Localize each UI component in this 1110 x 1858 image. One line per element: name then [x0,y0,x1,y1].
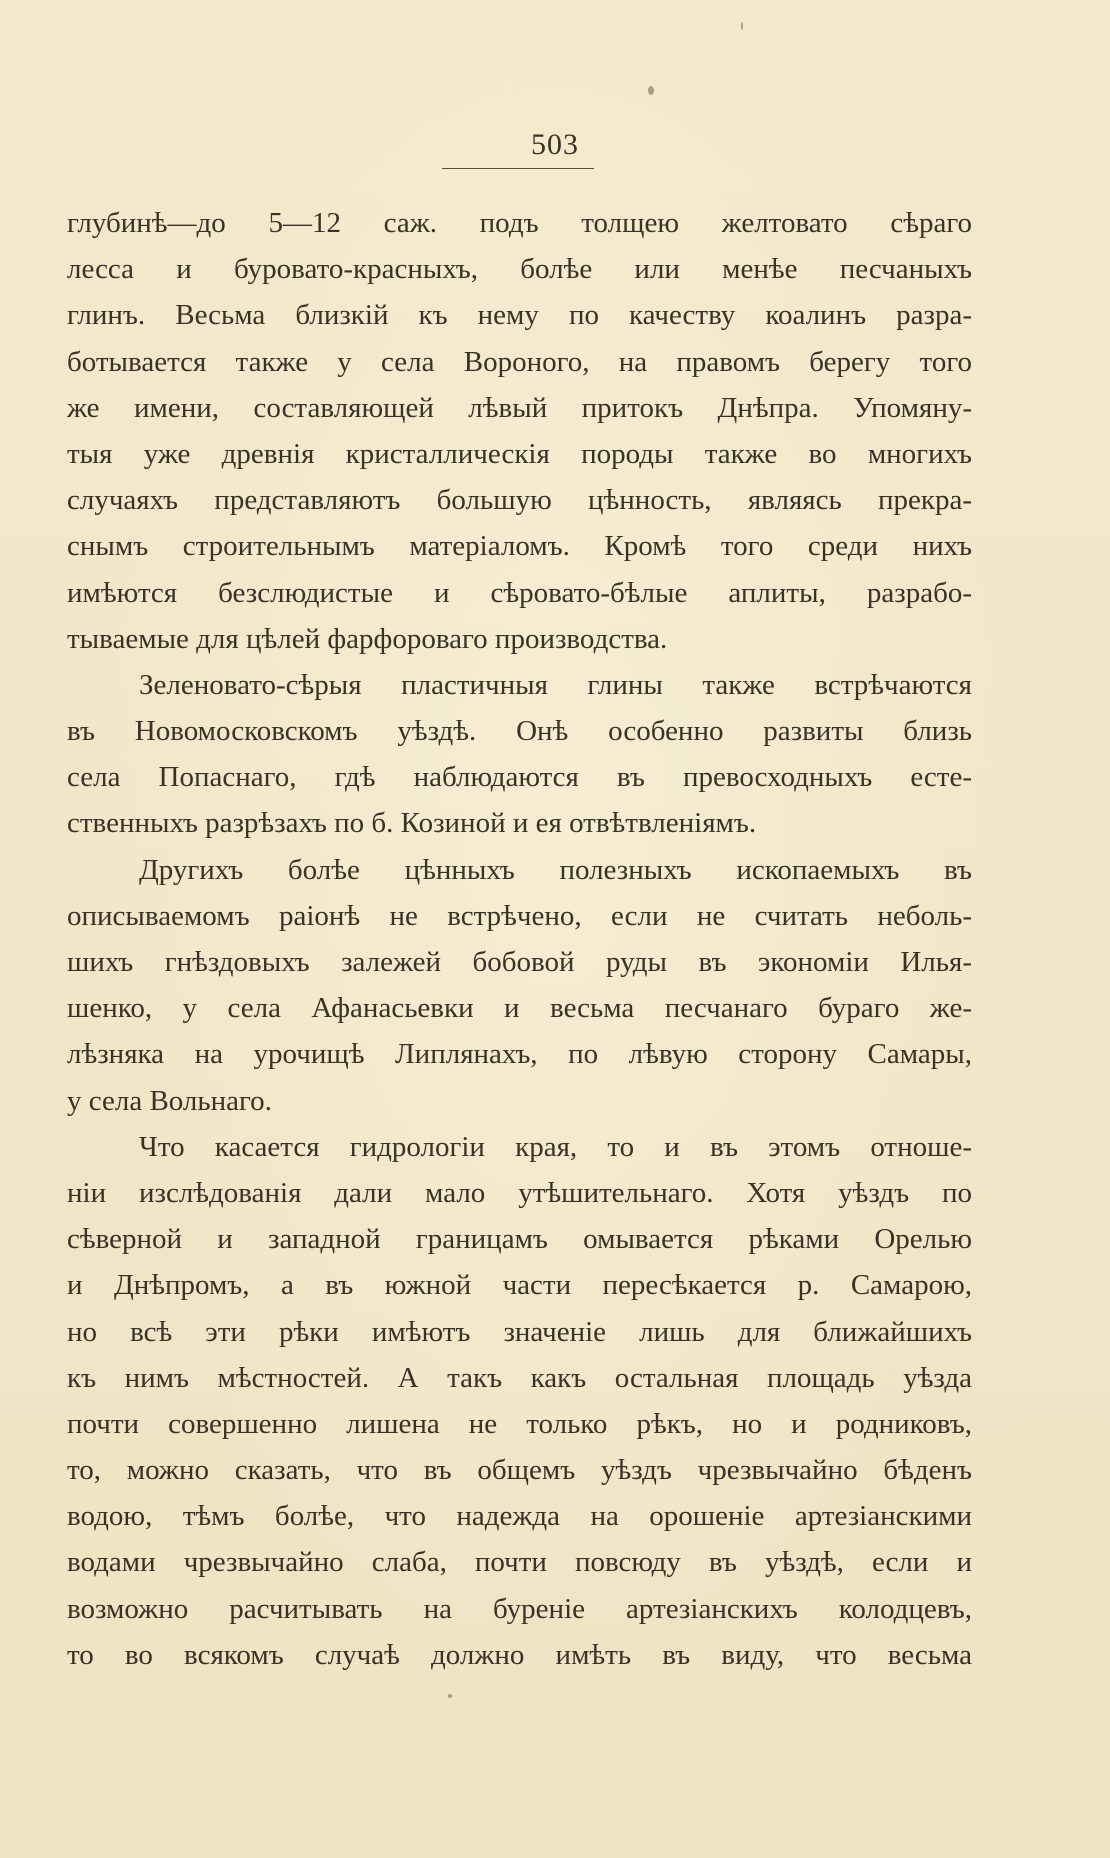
text-line: почти совершенно лишена не только рѣкъ, но и родниковъ, [67,1407,972,1440]
text-line: села Попаснаго, гдѣ наблюдаются въ превосходныхъ есте- [67,761,972,794]
body-text [67,200,972,1678]
paragraph-first-line: Что касается гидрологіи края, то и въ этомъ отноше- [139,1130,972,1163]
text-line: шенко, у села Афанасьевки и весьма песчанаго бураго же- [67,992,972,1025]
text-line: у села Вольнаго. [67,1084,272,1117]
text-line: снымъ строительнымъ матеріаломъ. Кромѣ того среди нихъ [67,530,972,563]
text-line: возможно расчитывать на буреніе артезіанскихъ колодцевъ, [67,1592,972,1625]
text-line: водами чрезвычайно слаба, почти повсюду въ уѣздѣ, если и [67,1546,972,1579]
page-number: 503 [531,128,579,161]
text-line: тыя уже древнія кристаллическія породы также во многихъ [67,437,972,470]
text-line: имѣются безслюдистые и сѣровато-бѣлые аплиты, разрабо- [67,576,972,609]
text-line: но всѣ эти рѣки имѣютъ значеніе лишь для ближайшихъ [67,1315,972,1348]
text-line: глубинѣ—до 5—12 саж. подъ толщею желтовато сѣраго [67,207,972,239]
paper-speck [448,1694,452,1698]
text-line: описываемомъ раіонѣ не встрѣчено, если не считать неболь- [67,899,972,932]
text-line: ніи изслѣдованія дали мало утѣшительнаго. Хотя уѣздъ по [67,1176,972,1209]
paragraph-first-line: Другихъ болѣе цѣнныхъ полезныхъ ископаемыхъ въ [139,853,972,886]
text-line: ботывается также у села Вороного, на правомъ берегу того [67,345,972,378]
text-line: шихъ гнѣздовыхъ залежей бобовой руды въ экономіи Илья- [67,946,972,978]
text-line: сѣверной и западной границамъ омывается рѣками Орелью [67,1223,972,1256]
text-line: то во всякомъ случаѣ должно имѣть въ виду, что весьма [67,1638,972,1671]
paper-speck [648,86,654,95]
text-line: къ нимъ мѣстностей. А такъ какъ остальная площадь уѣзда [67,1361,972,1394]
text-line: же имени, составляющей лѣвый притокъ Днѣпра. Упомяну- [67,391,972,424]
text-line: глинъ. Весьма близкій къ нему по качеству коалинъ разра- [67,299,972,332]
text-line: случаяхъ представляютъ большую цѣнность, являясь прекра- [67,484,972,517]
text-line: тываемые для цѣлей фарфороваго производства. [67,622,668,655]
text-line: лесса и буровато-красныхъ, болѣе или менѣе песчаныхъ [67,253,972,286]
text-line: и Днѣпромъ, а въ южной части пересѣкается р. Самарою, [67,1269,972,1302]
text-line: ственныхъ разрѣзахъ по б. Козиной и ея отвѣтвленіямъ. [67,807,757,840]
page-number-rule [442,168,594,169]
paper-speck [741,22,743,30]
paragraph-first-line: Зеленовато-сѣрыя пластичныя глины также встрѣчаются [139,668,972,701]
text-line: то, можно сказать, что въ общемъ уѣздъ чрезвычайно бѣденъ [67,1454,972,1487]
text-line: въ Новомосковскомъ уѣздѣ. Онѣ особенно развиты близь [67,715,972,748]
text-line: лѣзняка на урочищѣ Липлянахъ, по лѣвую сторону Самары, [67,1038,972,1071]
text-line: водою, тѣмъ болѣе, что надежда на орошеніе артезіанскими [67,1500,972,1533]
